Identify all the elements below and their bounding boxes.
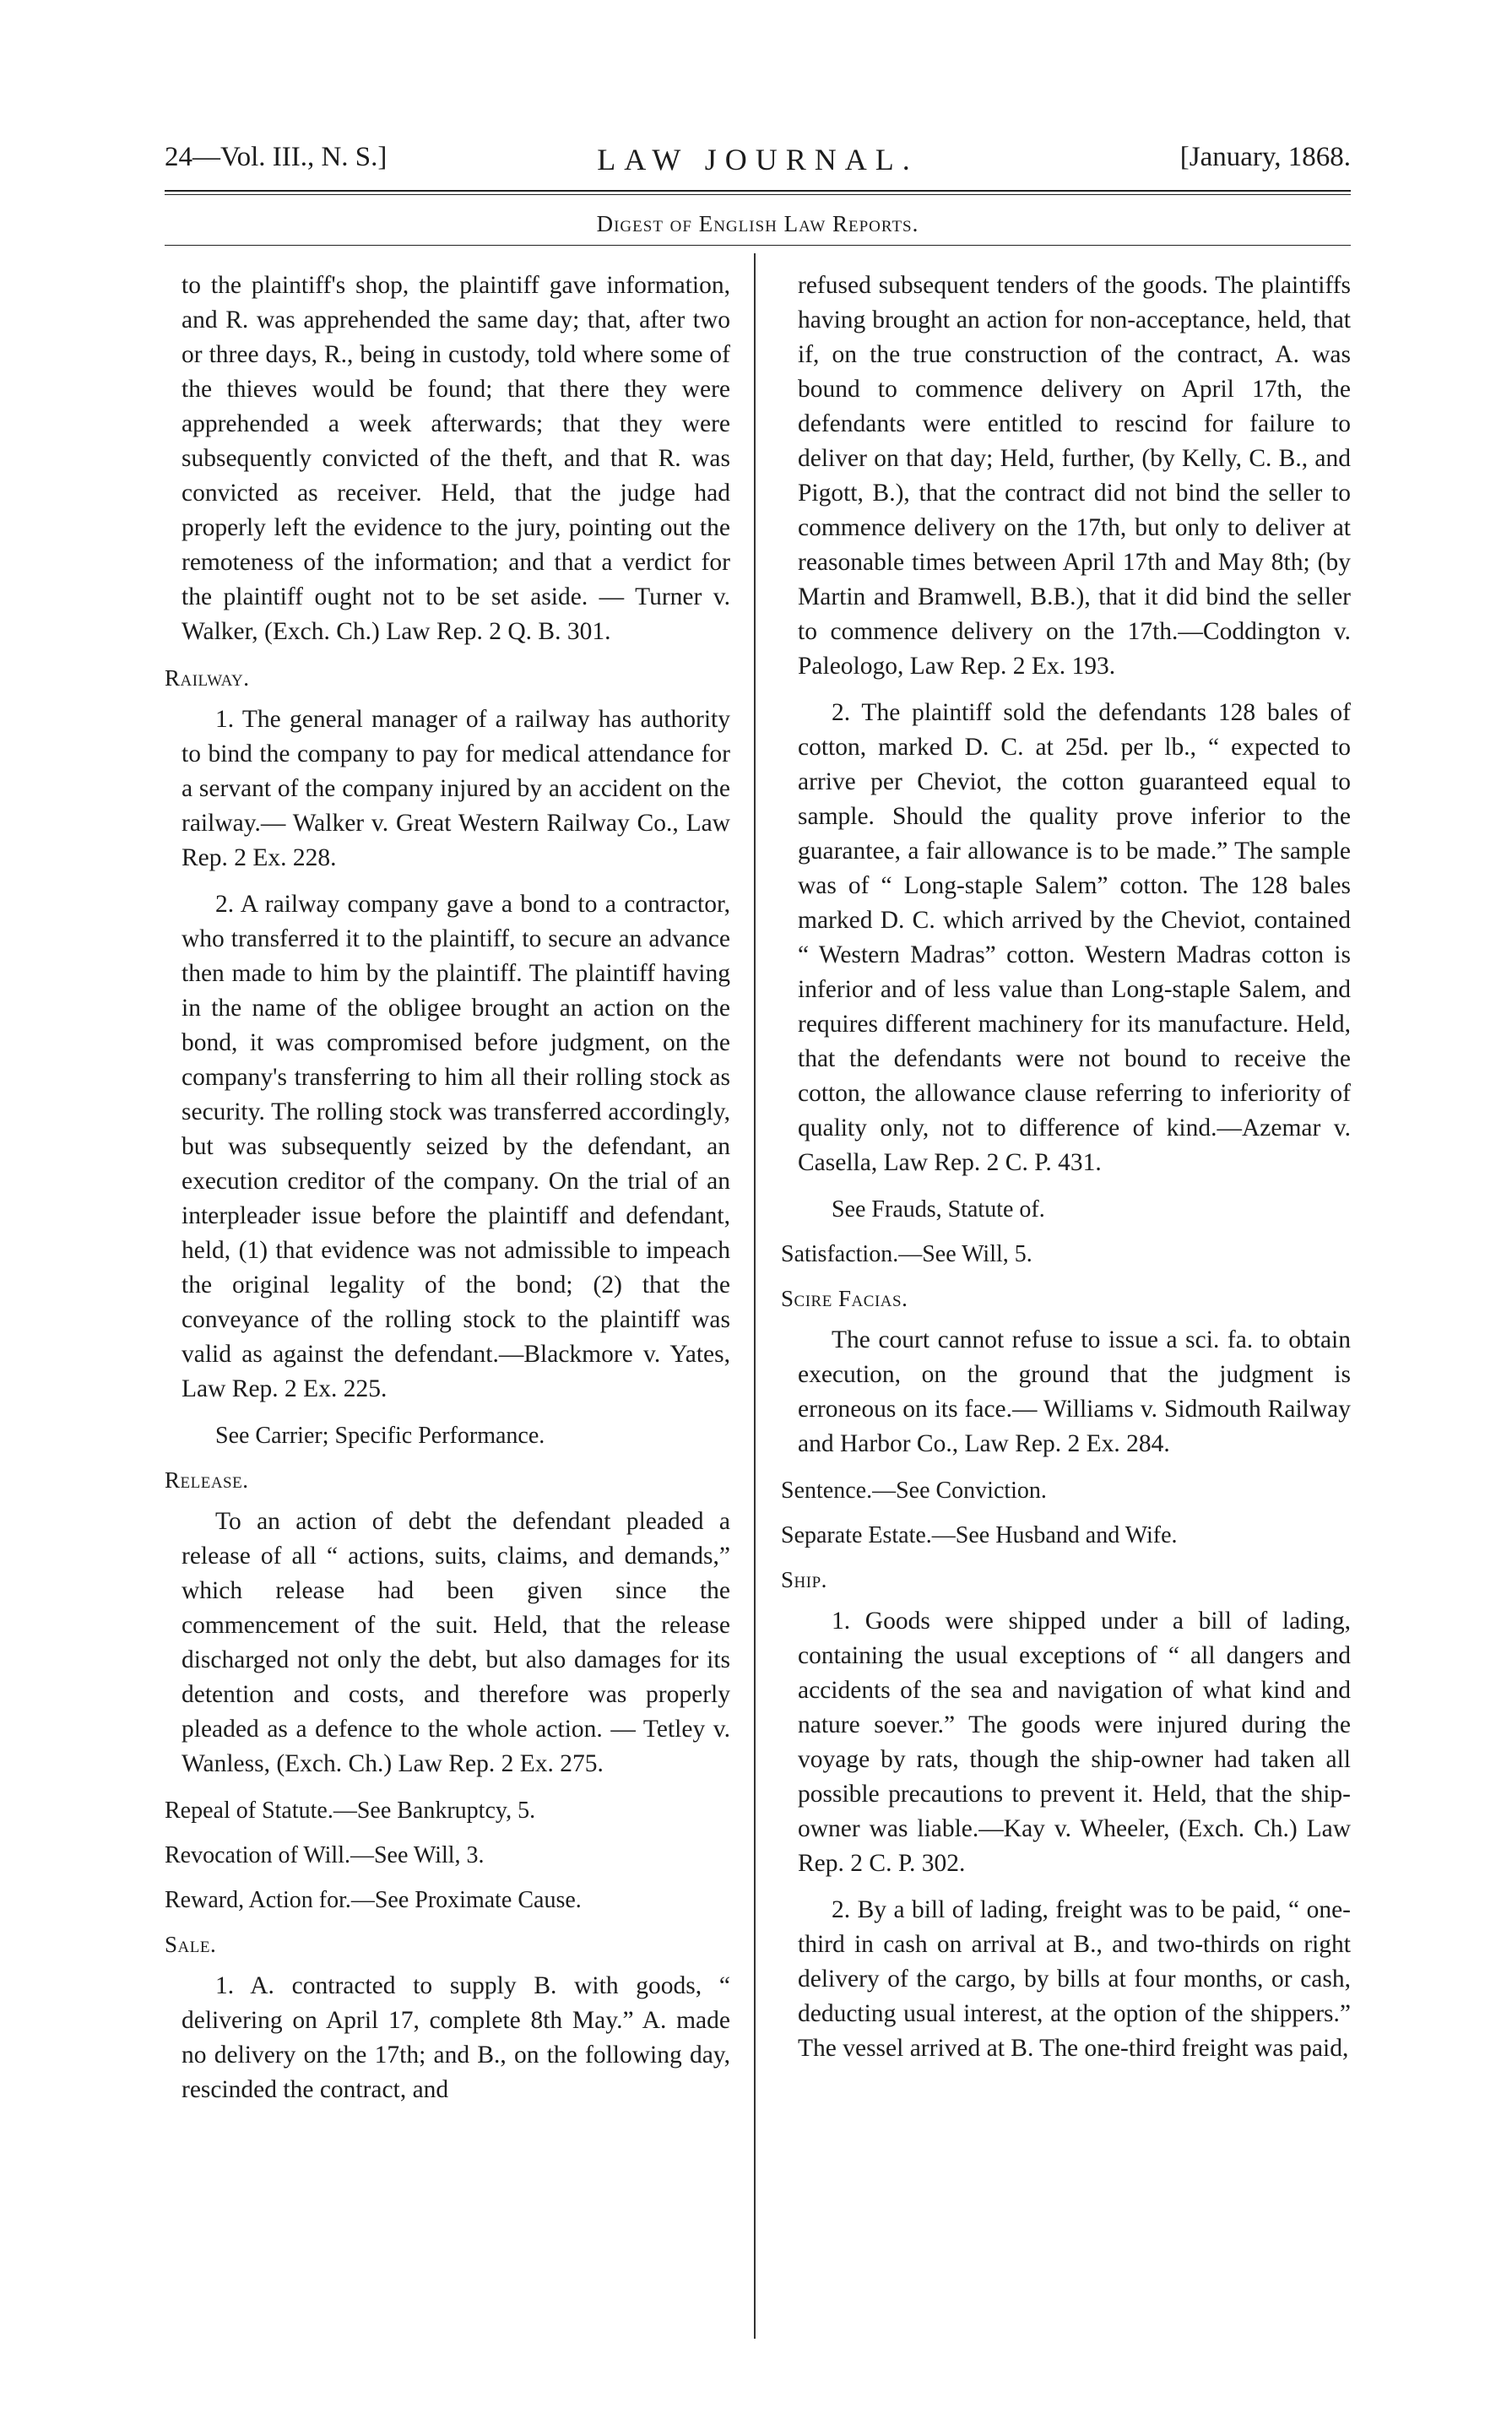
sale-cross-reference: See Frauds, Statute of.: [832, 1196, 1045, 1223]
railway-paragraph-2: 2. A railway company gave a bond to a contractor, who transferred it to the plaintiff, to secure an advance then made to him by the plaintiff. The plaintiff having in the name of the obligee brought an action on the bond, it was compromised before judgment, on the company's transferring to him all their rolling stock as security. The rolling stock was transferred accordingly, but was subsequently seized by the defendant, an execution creditor of the company. On the trial of an interpleader issue before the plaintiff and defendant, held, (1) that evidence was not admissible to impeach the original legality of the bond; (2) that the conveyance of the rolling stock to the plaintiff was valid as against the defendant.—Blackmore v. Yates, Law Rep. 2 Ex. 225.: [182, 891, 730, 1402]
heading-release: Release.: [165, 1467, 249, 1493]
railway-cross-reference: See Carrier; Specific Performance.: [215, 1423, 545, 1449]
header-rule: [165, 190, 1351, 195]
entry-separate-estate: Separate Estate.—See Husband and Wife.: [781, 1522, 1178, 1548]
sale-paragraph-1-continued: refused subsequent tenders of the goods. The plaintiffs having brought an action for non-acceptance, held, that if, on the true construction of the contract, A. was bound to commence delivery on April 17th, the defendants were entitled to rescind for failure to deliver on that day; Held, further, (by Kelly, C. B., and Pigott, B.), that the contract did not bind the seller to commence delivery on the 17th, but only to deliver at reasonable times between April 17th and May 8th; (by Martin and Bramwell, B.B.), that it did bind the seller to commence delivery on the 17th.—Coddington v. Paleologo, Law Rep. 2 Ex. 193.: [798, 272, 1351, 680]
sale-paragraph-1: 1. A. contracted to supply B. with goods, “ delivering on April 17, complete 8th May.” A. made no delivery on the 17th; and B., on the following day, rescinded the contract, and: [182, 1972, 730, 2103]
section-title: Digest of English Law Reports.: [596, 211, 919, 236]
column-divider: [754, 253, 756, 2339]
release-paragraph: To an action of debt the defendant pleaded a release of all “ actions, suits, claims, and demands,” which release had been given since the commencement of the suit. Held, that the release discharged not only the debt, but also damages for its detention and costs, and therefore was properly pleaded as a defence to the whole action. — Tetley v. Wanless, (Exch. Ch.) Law Rep. 2 Ex. 275.: [182, 1508, 730, 1777]
subtitle-rule: [165, 245, 1351, 246]
heading-sale: Sale.: [165, 1932, 217, 1957]
scire-facias-paragraph: The court cannot refuse to issue a sci. fa. to obtain execution, on the ground that the judgment is erroneous on its face.— Williams v. Sidmouth Railway and Harbor Co., Law Rep. 2 Ex. 284.: [798, 1326, 1351, 1457]
ship-paragraph-2: 2. By a bill of lading, freight was to be paid, “ one-third in cash on arrival at B., and two-thirds on right delivery of the cargo, by bills at four months, or cash, deducting usual interest, at the option of the shippers.” The vessel arrived at B. The one-third freight was paid,: [798, 1896, 1351, 2062]
heading-ship: Ship.: [781, 1567, 827, 1592]
entry-reward-action-for: Reward, Action for.—See Proximate Cause.: [165, 1887, 582, 1913]
entry-sentence: Sentence.—See Conviction.: [781, 1478, 1047, 1504]
journal-title: LAW JOURNAL.: [597, 143, 919, 176]
heading-scire-facias: Scire Facias.: [781, 1286, 908, 1311]
right-column: [781, 268, 1351, 2078]
issue-date: [January, 1868.: [1179, 142, 1351, 172]
entry-satisfaction: Satisfaction.—See Will, 5.: [781, 1241, 1032, 1267]
sale-paragraph-2: 2. The plaintiff sold the defendants 128 bales of cotton, marked D. C. at 25d. per lb., “ expected to arrive per Cheviot, the cotton guaranteed equal to sample. Should the quality prove inferior to the guarantee, a fair allowance is to be made.” The sample was of “ Long-staple Salem” cotton. The 128 bales marked D. C. which arrived by the Cheviot, contained “ Western Madras” cotton. Western Madras cotton is inferior and of less value than Long-staple Salem, and requires different machinery for its manufacture. Held, that the defendants were not bound to receive the cotton, the allowance clause referring to inferiority of quality only, not to difference of kind.—Azemar v. Casella, Law Rep. 2 C. P. 431.: [798, 699, 1351, 1176]
entry-repeal-of-statute: Repeal of Statute.—See Bankruptcy, 5.: [165, 1798, 536, 1824]
page-header: [165, 142, 1351, 184]
page-number-volume: 24—Vol. III., N. S.]: [165, 142, 387, 172]
theft-paragraph: to the plaintiff's shop, the plaintiff gave information, and R. was apprehended the same day; that, after two or three days, R., being in custody, told where some of the thieves would be found; that there they were apprehended a week afterwards; that they were subsequently convicted of the theft, and that R. was convicted as receiver. Held, that the judge had properly left the evidence to the jury, pointing out the remoteness of the information; and that a verdict for the plaintiff ought not to be set aside. — Turner v. Walker, (Exch. Ch.) Law Rep. 2 Q. B. 301.: [182, 272, 730, 645]
entry-revocation-of-will: Revocation of Will.—See Will, 3.: [165, 1842, 485, 1868]
railway-paragraph-1: 1. The general manager of a railway has authority to bind the company to pay for medical attendance for a servant of the company injured by an accident on the railway.— Walker v. Great Western Railway Co., Law Rep. 2 Ex. 228.: [182, 706, 730, 871]
heading-railway: Railway.: [165, 665, 250, 691]
ship-paragraph-1: 1. Goods were shipped under a bill of lading, containing the usual exceptions of “ all dangers and accidents of the sea and navigation of what kind and nature soever.” The goods were injured during the voyage by rats, though the ship-owner had taken all possible precautions to prevent it. Held, that the ship-owner was liable.—Kay v. Wheeler, (Exch. Ch.) Law Rep. 2 C. P. 302.: [798, 1608, 1351, 1877]
left-column: [165, 268, 730, 2119]
